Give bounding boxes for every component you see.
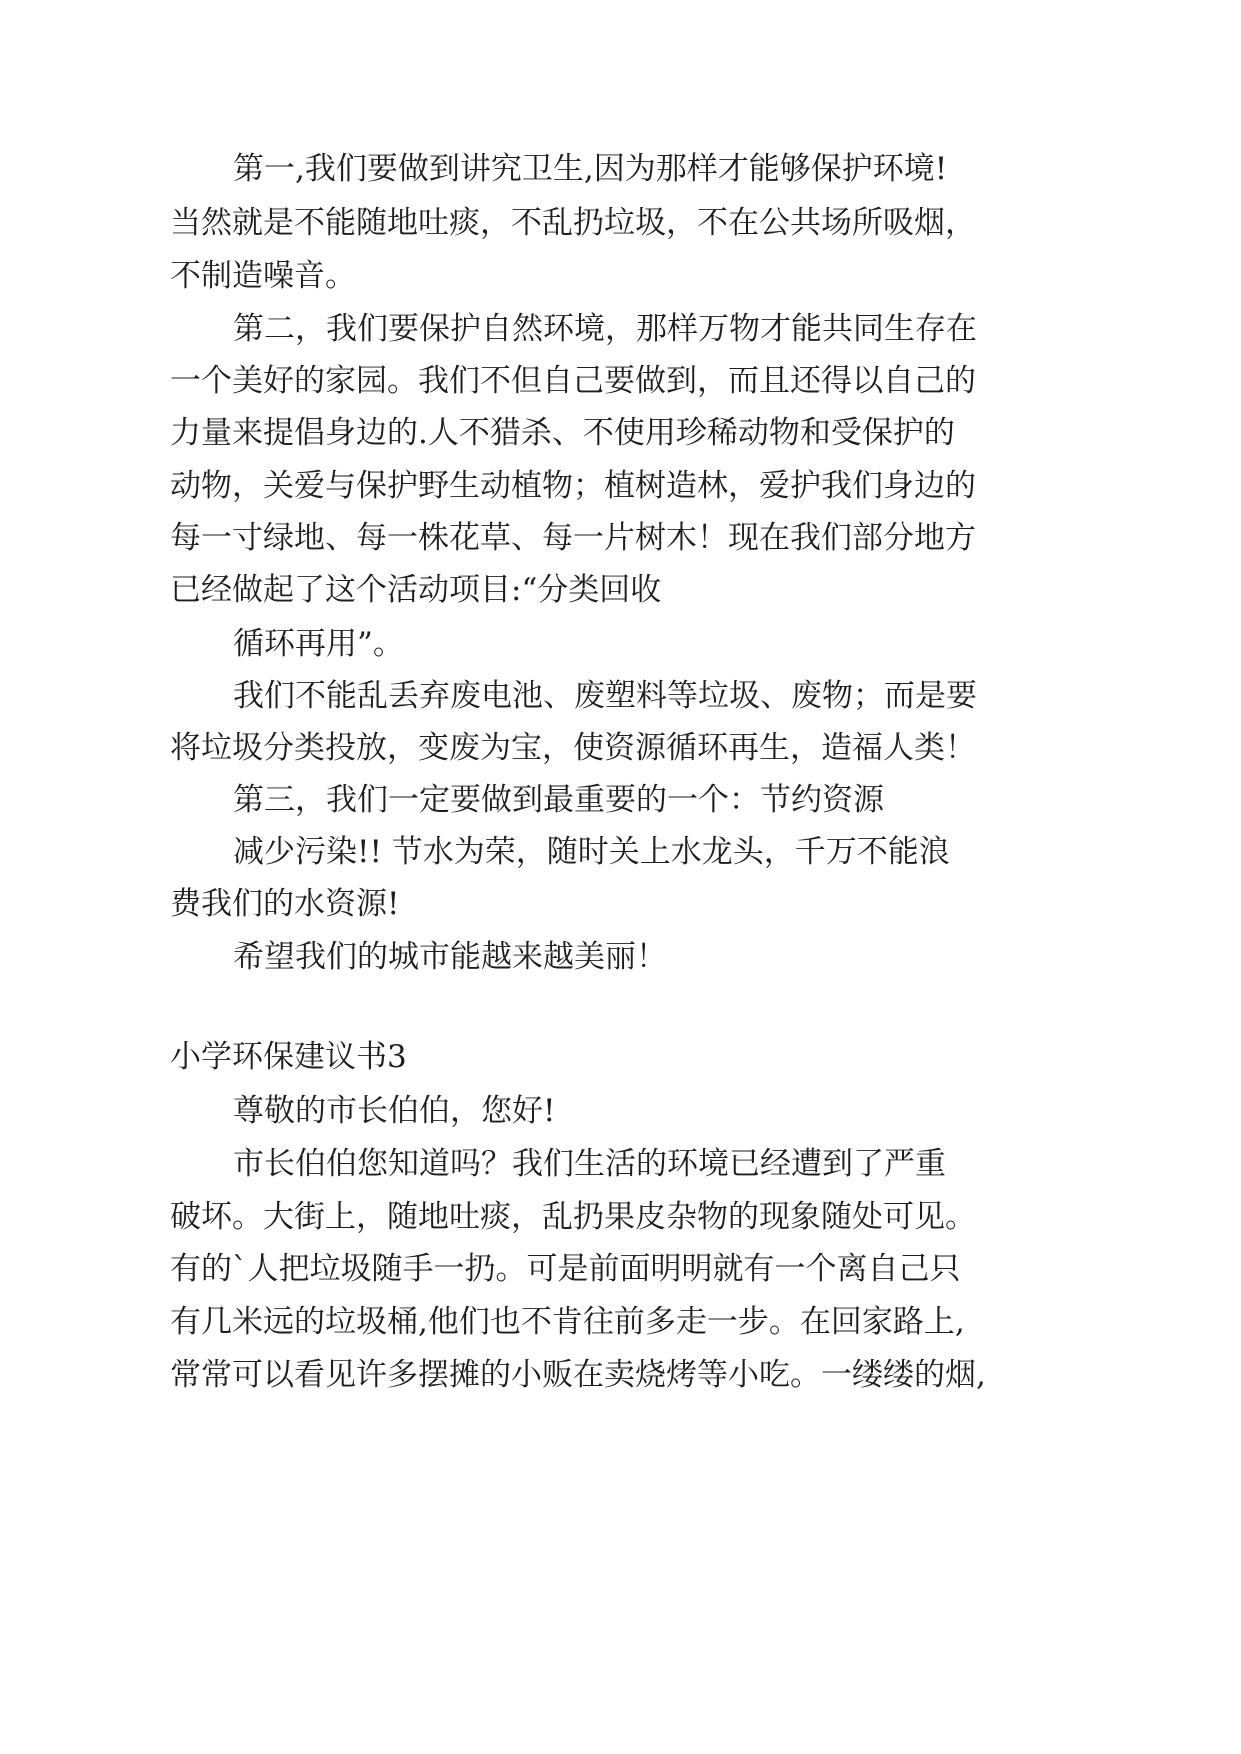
letter-greeting: 尊敬的市长伯伯，您好!	[233, 1093, 556, 1129]
paragraph-1-line-1: 第一,我们要做到讲究卫生,因为那样才能够保护环境!	[233, 151, 948, 187]
paragraph-1-line-2: 当然就是不能随地吐痰，不乱扔垃圾，不在公共场所吸烟，	[170, 205, 976, 241]
paragraph-2-line-2: 一个美好的家园。我们不但自己要做到，而且还得以自己的	[170, 363, 976, 399]
paragraph-1-line-3: 不制造噪音。	[170, 258, 356, 294]
letter-paragraph-line-1: 市长伯伯您知道吗？我们生活的环境已经遭到了严重	[233, 1146, 946, 1182]
paragraph-4-line-2: 将垃圾分类投放，变废为宝，使资源循环再生，造福人类！	[170, 730, 976, 766]
paragraph-2-line-6: 已经做起了这个活动项目:“分类回收	[170, 572, 662, 608]
paragraph-5-line-1: 第三，我们一定要做到最重要的一个：节约资源	[233, 782, 884, 818]
paragraph-7-line-1: 希望我们的城市能越来越美丽！	[233, 939, 667, 975]
paragraph-6-line-1: 减少污染!! 节水为荣，随时关上水龙头，千万不能浪	[233, 834, 950, 870]
letter-paragraph-line-3: 有的`人把垃圾随手一扔。可是前面明明就有一个离自己只	[170, 1251, 961, 1287]
paragraph-4-line-1: 我们不能乱丢弃废电池、废塑料等垃圾、废物；而是要	[233, 678, 977, 714]
paragraph-2-line-1: 第二，我们要保护自然环境，那样万物才能共同生存在	[233, 311, 977, 347]
paragraph-2-line-4: 动物，关爱与保护野生动植物；植树造林，爱护我们身边的	[170, 468, 976, 504]
letter-paragraph-line-2: 破坏。大街上，随地吐痰，乱扔果皮杂物的现象随处可见。	[170, 1199, 976, 1235]
paragraph-6-line-2: 费我们的水资源!	[170, 886, 400, 922]
section-heading: 小学环保建议书3	[170, 1039, 407, 1075]
letter-paragraph-line-5: 常常可以看见许多摆摊的小贩在卖烧烤等小吃。一缕缕的烟,	[170, 1357, 986, 1393]
paragraph-2-line-3: 力量来提倡身边的.人不猎杀、不使用珍稀动物和受保护的	[170, 415, 955, 451]
paragraph-2-line-5: 每一寸绿地、每一株花草、每一片树木！现在我们部分地方	[170, 520, 976, 556]
paragraph-3-line-1: 循环再用”。	[233, 626, 404, 662]
letter-paragraph-line-4: 有几米远的垃圾桶,他们也不肯往前多走一步。在回家路上,	[170, 1304, 965, 1340]
